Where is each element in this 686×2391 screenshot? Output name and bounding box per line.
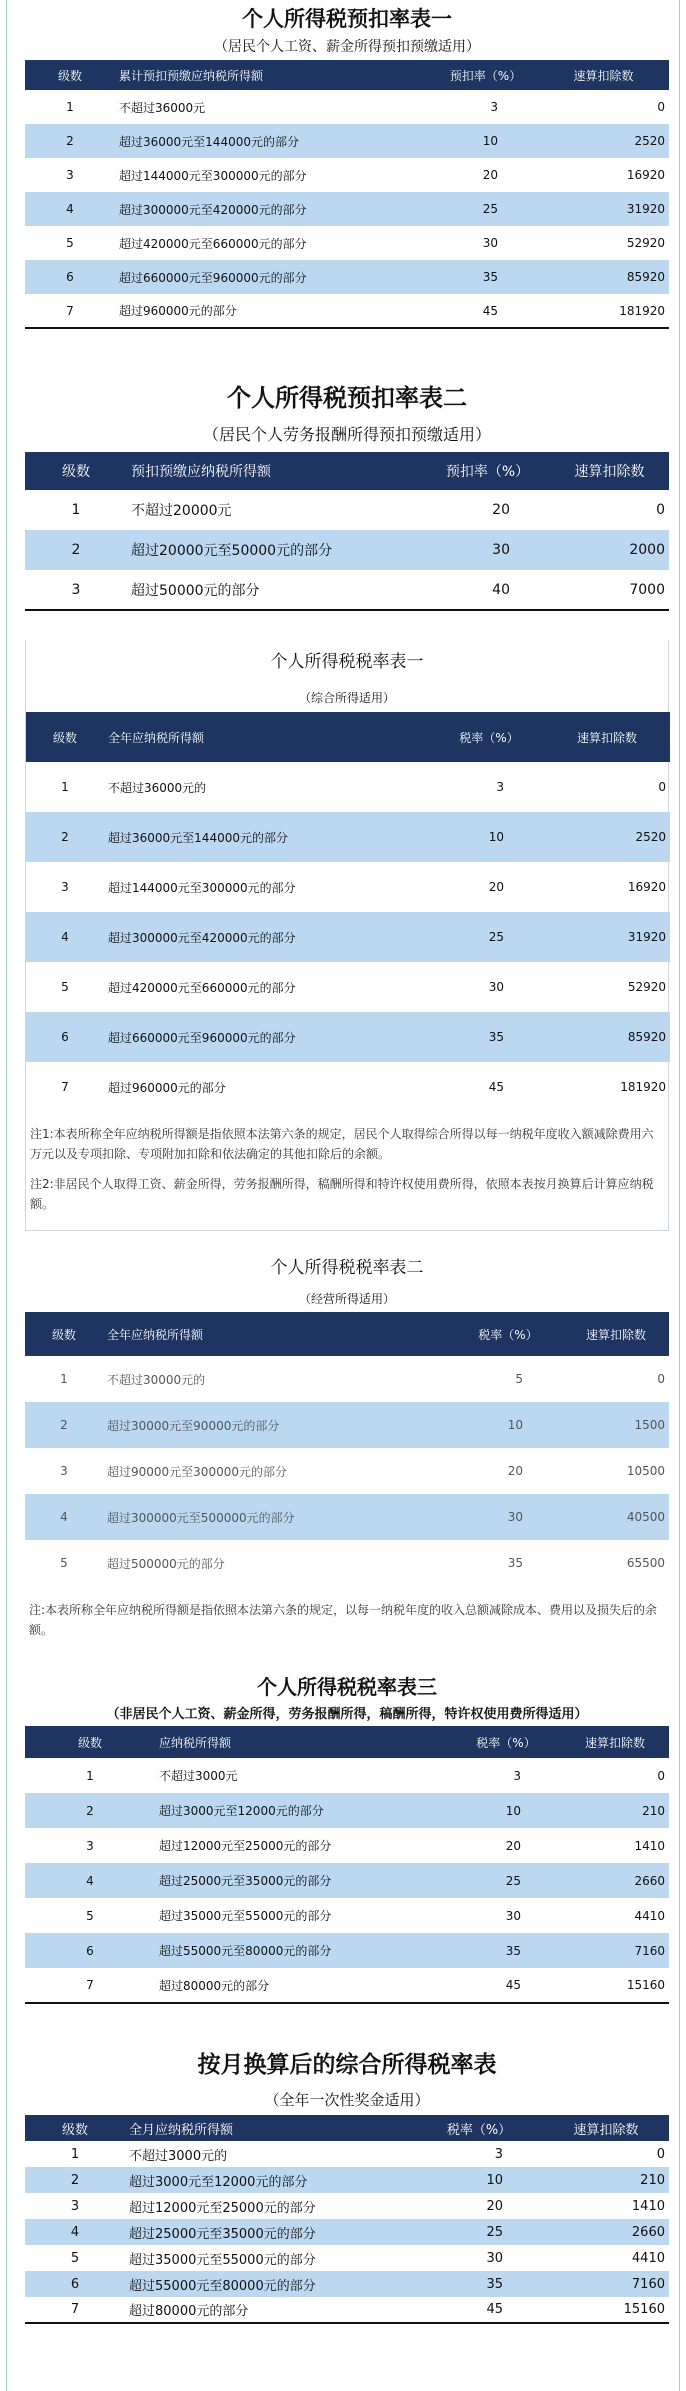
table3-row — [26, 1062, 670, 1112]
table3-cell-income: 超过36000元至144000元的部分 — [104, 812, 434, 862]
table2-grid — [25, 452, 669, 611]
table2-cell-deduction: 7000 — [629, 581, 665, 598]
table4-cell-deduction: 40500 — [563, 1494, 669, 1540]
table6-cell-deduction: 2660 — [543, 2219, 669, 2245]
table2-cell-level: 3 — [71, 581, 81, 598]
table2-header-rate: 预扣率（%） — [425, 452, 550, 490]
table4-header-level: 级数 — [25, 1312, 103, 1356]
table5-title: 个人所得税税率表三 — [257, 1675, 437, 1699]
table6-cell-income: 超过12000元至25000元的部分 — [129, 2200, 316, 2216]
table6-row — [25, 2167, 669, 2193]
table3-row — [26, 762, 670, 812]
table4-cell-rate: 35 — [507, 1556, 523, 1570]
table1-cell-deduction: 2520 — [538, 124, 669, 158]
table1-grid — [25, 60, 669, 329]
table2-header-income: 预扣预缴应纳税所得额 — [127, 452, 425, 490]
table3-cell-level: 2 — [26, 812, 104, 862]
table1-cell-deduction: 52920 — [626, 236, 665, 250]
table4-row — [25, 1402, 669, 1448]
table5-row — [25, 1898, 669, 1933]
table6-cell-rate: 20 — [486, 2198, 503, 2214]
table2-cell-level: 1 — [71, 502, 81, 518]
table6-title: 按月换算后的综合所得税率表 — [197, 2052, 497, 2078]
table5-cell-level: 5 — [86, 1908, 94, 1923]
table1-cell-deduction: 0 — [657, 100, 665, 114]
table5-row — [25, 1828, 669, 1863]
table4-title: 个人所得税税率表二 — [270, 1258, 424, 1278]
table5-row — [25, 1863, 669, 1898]
table1-cell-income: 超过144000元至300000元的部分 — [119, 168, 307, 183]
table5-cell-income: 不超过3000元 — [159, 1769, 238, 1783]
table4-cell-rate: 30 — [453, 1494, 563, 1540]
table6-row — [25, 2245, 669, 2271]
table1-row — [25, 192, 669, 226]
table3-cell-level: 4 — [26, 912, 104, 962]
table5-cell-rate: 20 — [505, 1838, 521, 1853]
table1-cell-level: 2 — [25, 124, 115, 158]
table3-row — [26, 1012, 670, 1062]
table3-title: 个人所得税税率表一 — [270, 652, 424, 672]
table1-header-income: 累计预扣预缴应纳税所得额 — [115, 60, 433, 90]
table3-cell-deduction: 2520 — [544, 812, 670, 862]
table5-cell-rate: 35 — [451, 1933, 561, 1968]
table1-cell-deduction: 31920 — [538, 192, 669, 226]
table3-row — [26, 912, 670, 962]
table4-header-deduction: 速算扣除数 — [563, 1312, 669, 1356]
table6-row — [25, 2219, 669, 2245]
table1-cell-level: 1 — [66, 100, 74, 114]
table5-cell-deduction: 2660 — [561, 1863, 669, 1898]
table3-cell-income: 超过300000元至420000元的部分 — [104, 912, 434, 962]
table6-cell-rate: 30 — [486, 2250, 503, 2266]
table4-row — [25, 1540, 669, 1586]
table1-cell-income: 超过420000元至660000元的部分 — [119, 236, 307, 251]
table3-cell-income: 超过420000元至660000元的部分 — [108, 980, 296, 995]
table2-cell-rate: 40 — [492, 581, 510, 598]
table3-grid — [26, 712, 670, 1112]
table5-cell-income: 超过3000元至12000元的部分 — [155, 1793, 451, 1828]
table6-header-income: 全月应纳税所得额 — [125, 2115, 415, 2141]
table1-cell-rate: 3 — [490, 100, 498, 114]
table6-header-rate: 税率（%） — [415, 2115, 543, 2141]
table1-cell-level: 4 — [25, 192, 115, 226]
table3-cell-rate: 3 — [496, 780, 504, 794]
table1-cell-rate: 35 — [433, 260, 538, 294]
table2-cell-income: 超过20000元至50000元的部分 — [127, 530, 425, 570]
table5-row — [25, 1758, 669, 1793]
table6-cell-income: 超过80000元的部分 — [129, 2304, 249, 2319]
table3-row — [26, 862, 670, 912]
table2-cell-income: 不超过20000元 — [131, 503, 232, 519]
table4-section — [25, 1250, 669, 1650]
table4-cell-level: 5 — [60, 1556, 68, 1570]
table2-cell-deduction: 2000 — [550, 530, 669, 570]
table6-section — [25, 2045, 669, 2324]
table6-cell-level: 3 — [70, 2198, 80, 2214]
table1-section — [25, 4, 669, 329]
table5-cell-level: 6 — [25, 1933, 155, 1968]
table5-header-deduction: 速算扣除数 — [561, 1726, 669, 1758]
table4-cell-rate: 20 — [507, 1464, 523, 1478]
table3-cell-deduction: 16920 — [627, 880, 666, 894]
table6-cell-deduction: 7160 — [543, 2271, 669, 2297]
table3-note2: 注2:非居民个人取得工资、薪金所得，劳务报酬所得，稿酬所得和特许权使用费所得，依照本表按月换算后计算应纳税额。 — [30, 1177, 654, 1211]
table4-cell-income: 超过300000元至500000元的部分 — [103, 1494, 453, 1540]
table2-cell-deduction: 0 — [656, 502, 665, 518]
table1-row — [25, 158, 669, 192]
table6-cell-deduction: 210 — [543, 2167, 669, 2193]
table1-cell-income: 超过36000元至144000元的部分 — [115, 124, 433, 158]
table3-row — [26, 962, 670, 1012]
table3-cell-income: 超过144000元至300000元的部分 — [108, 880, 296, 895]
table5-cell-income: 超过35000元至55000元的部分 — [159, 1909, 332, 1923]
table3-header-income: 全年应纳税所得额 — [104, 712, 434, 762]
table1-cell-income: 超过660000元至960000元的部分 — [115, 260, 433, 294]
table1-title: 个人所得税预扣率表一 — [242, 7, 452, 31]
table2-subtitle: （居民个人劳务报酬所得预扣预缴适用） — [202, 425, 491, 444]
table5-cell-rate: 3 — [513, 1768, 521, 1783]
table3-cell-income: 不超过36000元的 — [108, 780, 207, 795]
table5-row — [25, 1968, 669, 2003]
table1-row — [25, 90, 669, 124]
table5-cell-income: 超过12000元至25000元的部分 — [159, 1839, 332, 1853]
table6-cell-level: 4 — [25, 2219, 125, 2245]
table5-cell-deduction: 15160 — [626, 1978, 665, 1992]
table5-cell-rate: 10 — [451, 1793, 561, 1828]
table5-header-income: 应纳税所得额 — [155, 1726, 451, 1758]
table2-header-level: 级数 — [25, 452, 127, 490]
table3-cell-rate: 30 — [488, 980, 504, 994]
table1-cell-level: 6 — [25, 260, 115, 294]
table4-notes — [25, 1586, 669, 1640]
table3-cell-rate: 10 — [434, 812, 544, 862]
table2-header-deduction: 速算扣除数 — [550, 452, 669, 490]
table2-title: 个人所得税预扣率表二 — [227, 384, 467, 412]
table5-cell-rate: 25 — [451, 1863, 561, 1898]
table3-cell-level: 6 — [26, 1012, 104, 1062]
table3-cell-level: 5 — [61, 980, 69, 994]
table4-note: 注:本表所称全年应纳税所得额是指依照本法第六条的规定，以每一纳税年度的收入总额减除成本、费用以及损失后的余额。 — [29, 1603, 658, 1637]
table6-cell-deduction: 0 — [656, 2146, 665, 2162]
table1-cell-level: 3 — [66, 168, 74, 182]
table5-cell-level: 7 — [86, 1978, 94, 1992]
table1-cell-deduction: 16920 — [626, 168, 665, 182]
table1-row — [25, 260, 669, 294]
table4-cell-income: 超过500000元的部分 — [107, 1556, 225, 1571]
table4-cell-level: 4 — [25, 1494, 103, 1540]
table1-header-deduction: 速算扣除数 — [538, 60, 669, 90]
table5-cell-deduction: 7160 — [561, 1933, 669, 1968]
table5-section — [25, 1670, 669, 2004]
table2-row — [25, 530, 669, 570]
table3-header-rate: 税率（%） — [434, 712, 544, 762]
table5-cell-deduction: 4410 — [634, 1908, 665, 1923]
table4-cell-income: 超过30000元至90000元的部分 — [103, 1402, 453, 1448]
table6-cell-income: 超过25000元至35000元的部分 — [125, 2219, 415, 2245]
table5-subtitle: （非居民个人工资、薪金所得，劳务报酬所得，稿酬所得，特许权使用费所得适用） — [106, 1707, 588, 1722]
table1-cell-deduction: 181920 — [619, 303, 665, 318]
table4-header-rate: 税率（%） — [453, 1312, 563, 1356]
table5-cell-income: 超过25000元至35000元的部分 — [155, 1863, 451, 1898]
table4-cell-rate: 10 — [453, 1402, 563, 1448]
table5-cell-rate: 45 — [505, 1978, 521, 1992]
table1-header-rate: 预扣率（%） — [433, 60, 538, 90]
table1-header-level: 级数 — [25, 60, 115, 90]
table1-cell-income: 超过960000元的部分 — [119, 304, 237, 318]
table6-cell-level: 7 — [70, 2302, 80, 2317]
table1-cell-rate: 20 — [482, 168, 498, 182]
table2-cell-rate: 20 — [492, 502, 510, 518]
table1-cell-rate: 30 — [482, 236, 498, 250]
table3-cell-income: 超过660000元至960000元的部分 — [104, 1012, 434, 1062]
table3-cell-rate: 45 — [488, 1080, 504, 1094]
table2-section — [25, 378, 669, 611]
table6-cell-rate: 10 — [415, 2167, 543, 2193]
table1-row — [25, 294, 669, 328]
table4-cell-income: 不超过30000元的 — [107, 1372, 206, 1387]
table3-cell-rate: 20 — [488, 880, 504, 894]
table6-row — [25, 2297, 669, 2323]
table5-cell-income: 超过55000元至80000元的部分 — [155, 1933, 451, 1968]
table6-cell-income: 不超过3000元的 — [129, 2148, 228, 2164]
table4-cell-level: 2 — [25, 1402, 103, 1448]
table1-cell-level: 5 — [66, 236, 74, 250]
table5-row — [25, 1793, 669, 1828]
table1-cell-income: 超过300000元至420000元的部分 — [115, 192, 433, 226]
table6-cell-level: 2 — [25, 2167, 125, 2193]
table6-row — [25, 2271, 669, 2297]
table4-header-income: 全年应纳税所得额 — [103, 1312, 453, 1356]
table3-section — [25, 640, 669, 1231]
table6-cell-deduction: 4410 — [631, 2250, 665, 2266]
table6-cell-rate: 3 — [494, 2146, 503, 2162]
table5-cell-level: 4 — [25, 1863, 155, 1898]
table6-row — [25, 2193, 669, 2219]
table6-cell-income: 超过55000元至80000元的部分 — [125, 2271, 415, 2297]
table3-cell-deduction: 85920 — [544, 1012, 670, 1062]
table4-cell-deduction: 65500 — [626, 1556, 665, 1570]
table4-cell-deduction: 0 — [657, 1372, 665, 1386]
table3-cell-deduction: 52920 — [627, 980, 666, 994]
table4-row — [25, 1356, 669, 1402]
table1-cell-rate: 45 — [482, 303, 498, 318]
table4-row — [25, 1494, 669, 1540]
table1-cell-rate: 25 — [433, 192, 538, 226]
table4-cell-deduction: 10500 — [626, 1464, 665, 1478]
table4-cell-income: 超过90000元至300000元的部分 — [107, 1464, 287, 1479]
table6-cell-rate: 35 — [415, 2271, 543, 2297]
table5-cell-deduction: 1410 — [634, 1838, 665, 1853]
table2-cell-rate: 30 — [425, 530, 550, 570]
table6-header-level: 级数 — [25, 2115, 125, 2141]
table3-cell-level: 1 — [61, 780, 69, 794]
table4-cell-rate: 5 — [515, 1372, 523, 1386]
table1-row — [25, 124, 669, 158]
table1-cell-rate: 10 — [433, 124, 538, 158]
table4-subtitle: （经营所得适用） — [298, 1292, 395, 1306]
table3-header-level: 级数 — [26, 712, 104, 762]
table3-notes — [26, 1112, 668, 1214]
table6-cell-deduction: 1410 — [631, 2198, 665, 2214]
table4-cell-level: 1 — [60, 1372, 68, 1386]
table5-cell-income: 超过80000元的部分 — [159, 1978, 270, 1993]
table6-row — [25, 2141, 669, 2167]
table5-cell-deduction: 210 — [561, 1793, 669, 1828]
table6-cell-level: 5 — [70, 2250, 80, 2266]
table3-row — [26, 812, 670, 862]
table6-cell-rate: 45 — [486, 2302, 503, 2317]
table6-grid — [25, 2115, 669, 2324]
table3-cell-rate: 35 — [434, 1012, 544, 1062]
table5-grid — [25, 1726, 669, 2004]
table6-cell-income: 超过3000元至12000元的部分 — [125, 2167, 415, 2193]
table1-row — [25, 226, 669, 260]
table2-cell-level: 2 — [25, 530, 127, 570]
table5-header-level: 级数 — [25, 1726, 155, 1758]
table6-subtitle: （全年一次性奖金适用） — [264, 2091, 430, 2109]
table5-cell-level: 3 — [86, 1838, 94, 1853]
table3-cell-level: 3 — [61, 880, 69, 894]
table2-row — [25, 490, 669, 530]
table1-cell-level: 7 — [66, 303, 74, 318]
table6-cell-level: 6 — [25, 2271, 125, 2297]
table3-cell-deduction: 31920 — [544, 912, 670, 962]
table3-header-deduction: 速算扣除数 — [544, 712, 670, 762]
table4-cell-deduction: 1500 — [563, 1402, 669, 1448]
table3-note1: 注1:本表所称全年应纳税所得额是指依照本法第六条的规定，居民个人取得综合所得以每一纳税年度收入额减除费用六万元以及专项扣除、专项附加扣除和依法确定的其他扣除后的余额。 — [30, 1127, 654, 1161]
table2-row — [25, 570, 669, 610]
table6-cell-level: 1 — [70, 2146, 80, 2162]
table5-cell-level: 2 — [25, 1793, 155, 1828]
table6-cell-deduction: 15160 — [623, 2302, 665, 2317]
page — [6, 0, 680, 2391]
table5-row — [25, 1933, 669, 1968]
table6-cell-income: 超过35000元至55000元的部分 — [129, 2252, 316, 2268]
table2-cell-income: 超过50000元的部分 — [131, 582, 260, 599]
table3-cell-rate: 25 — [434, 912, 544, 962]
table4-cell-level: 3 — [60, 1464, 68, 1478]
table3-subtitle: （综合所得适用） — [298, 691, 395, 705]
table5-cell-level: 1 — [86, 1768, 94, 1783]
table3-cell-deduction: 0 — [658, 780, 666, 794]
table1-cell-deduction: 85920 — [538, 260, 669, 294]
table1-subtitle: （居民个人工资、薪金所得预扣预缴适用） — [214, 39, 480, 55]
table5-cell-rate: 30 — [505, 1908, 521, 1923]
table6-cell-rate: 25 — [415, 2219, 543, 2245]
table5-header-rate: 税率（%） — [451, 1726, 561, 1758]
table4-row — [25, 1448, 669, 1494]
table6-header-deduction: 速算扣除数 — [543, 2115, 669, 2141]
table4-grid — [25, 1312, 669, 1586]
table3-cell-income: 超过960000元的部分 — [108, 1080, 226, 1095]
table3-cell-level: 7 — [61, 1080, 69, 1094]
table1-cell-income: 不超过36000元 — [119, 100, 206, 115]
table5-cell-deduction: 0 — [657, 1768, 665, 1783]
table3-cell-deduction: 181920 — [620, 1080, 666, 1094]
